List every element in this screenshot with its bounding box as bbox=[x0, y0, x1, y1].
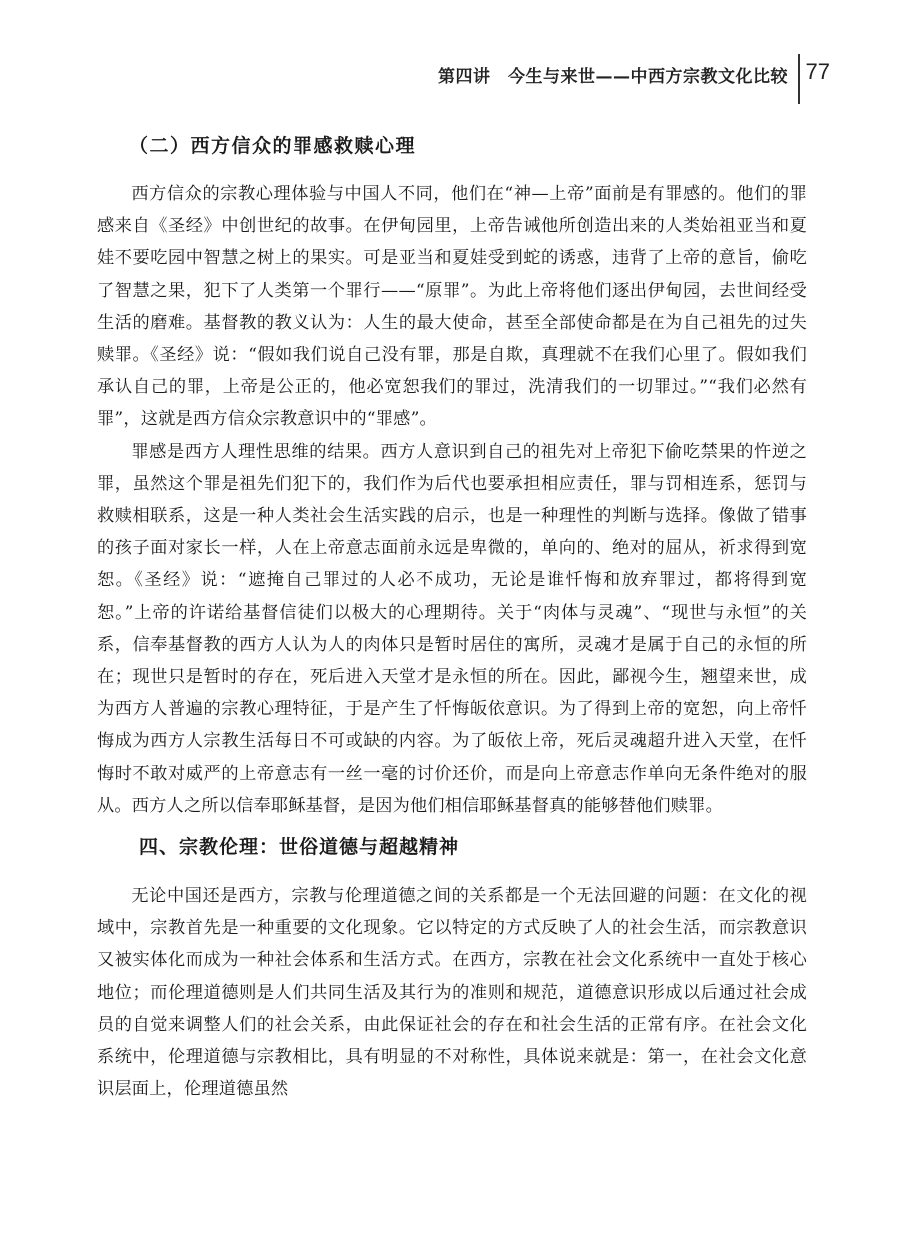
body-paragraph: 西方信众的宗教心理体验与中国人不同，他们在“神—上帝”面前是有罪感的。他们的罪感来自《圣经》中创世纪的故事。在伊甸园里，上帝告诫他所创造出来的人类始祖亚当和夏娃不要吃园中智慧之树上的果实。可是亚当和夏娃受到蛇的诱惑，违背了上帝的意旨，偷吃了智慧之果，犯下了人类第一个罪行——“原罪”。为此上帝将他们逐出伊甸园，去世间经受生活的磨难。基督教的教义认为：人生的最大使命，甚至全部使命都是在为自己祖先的过失赎罪。《圣经》说：“假如我们说自己没有罪，那是自欺，真理就不在我们心里了。假如我们承认自己的罪，上帝是公正的，他必宽恕我们的罪过，洗清我们的一切罪过。”“我们必然有罪”，这就是西方信众宗教意识中的“罪感”。 bbox=[97, 184, 807, 430]
running-title: 第四讲 今生与来世——中西方宗教文化比较 bbox=[438, 66, 789, 87]
section-title: 四、宗教伦理：世俗道德与超越精神 bbox=[139, 836, 460, 859]
subsection-title: （二）西方信众的罪感救赎心理 bbox=[129, 135, 417, 157]
body-paragraph: 罪感是西方人理性思维的结果。西方人意识到自己的祖先对上帝犯下偷吃禁果的忤逆之罪，虽然这个罪是祖先们犯下的，我们作为后代也要承担相应责任，罪与罚相连系，惩罚与救赎相联系，这是一种人类社会生活实践的启示，也是一种理性的判断与选择。像做了错事的孩子面对家长一样，人在上帝意志面前永远是卑微的，单向的、绝对的屈从，祈求得到宽恕。《圣经》说：“遮掩自己罪过的人必不成功，无论是谁忏悔和放弃罪过，都将得到宽恕。”上帝的许诺给基督信徒们以极大的心理期待。关于“肉体与灵魂”、“现世与永恒”的关系，信奉基督教的西方人认为人的肉体只是暂时居住的寓所，灵魂才是属于自己的永恒的所在；现世只是暂时的存在，死后进入天堂才是永恒的所在。因此，鄙视今生，翘望来世，成为西方人普遍的宗教心理特征，于是产生了忏悔皈依意识。为了得到上帝的宽恕，向上帝忏悔成为西方人宗教生活每日不可或缺的内容。为了皈依上帝，死后灵魂超升进入天堂，在忏悔时不敢对威严的上帝意志有一丝一毫的讨价还价，而是向上帝意志作单向无条件绝对的服从。西方人之所以信奉耶稣基督，是因为他们相信耶稣基督真的能够替他们赎罪。 bbox=[97, 441, 807, 816]
page-body bbox=[97, 130, 807, 1105]
running-header bbox=[438, 58, 830, 90]
page-number: 77 bbox=[805, 59, 830, 84]
body-paragraph: 无论中国还是西方，宗教与伦理道德之间的关系都是一个无法回避的问题：在文化的视域中，宗教首先是一种重要的文化现象。它以特定的方式反映了人的社会生活，而宗教意识又被实体化而成为一种社会体系和生活方式。在西方，宗教在社会文化系统中一直处于核心地位；而伦理道德则是人们共同生活及其行为的准则和规范，道德意识形成以后通过社会成员的自觉来调整人们的社会关系，由此保证社会的存在和社会生活的正常有序。在社会文化系统中，伦理道德与宗教相比，具有明显的不对称性，具体说来就是：第一，在社会文化意识层面上，伦理道德虽然 bbox=[97, 886, 807, 1100]
